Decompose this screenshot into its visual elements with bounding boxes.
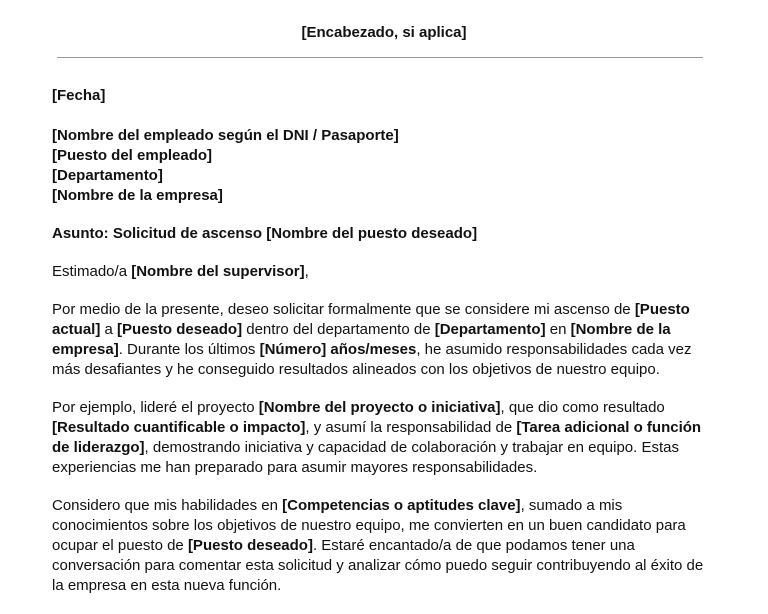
p1-text-5: . Durante los últimos [118, 341, 260, 358]
p1-desired-position: [Puesto deseado] [117, 321, 243, 338]
recipient-department: [Departamento] [52, 167, 163, 184]
p2-text-3: , y asumí la responsabilidad de [305, 419, 517, 436]
p1-text-6: , he asumido responsabilidades cada vez más desafiantes y he conseguido resultados alineados con los objetivos de nuestro equipo. [52, 341, 692, 378]
paragraph-1 [52, 300, 712, 380]
p1-current-position: [Puesto actual] [52, 301, 690, 338]
p2-task: [Tarea adicional o función de liderazgo] [52, 419, 702, 456]
p2-text-2: , que dio como resultado [500, 399, 665, 416]
p1-text-3: dentro del departamento de [242, 321, 435, 338]
document-header: [Encabezado, si aplica] [301, 24, 467, 41]
p1-company: [Nombre de la empresa] [52, 321, 671, 358]
paragraph-2 [52, 398, 712, 478]
p3-text-2: , sumado a mis conocimientos sobre los objetivos de nuestro equipo, me convierten en un buen candidato para ocupar el puesto de [52, 497, 686, 554]
p1-text-4: en [545, 321, 571, 338]
subject-line: Asunto: Solicitud de ascenso [Nombre del puesto deseado] [52, 225, 478, 242]
greeting-line [52, 262, 712, 282]
p2-text-4: , demostrando iniciativa y capacidad de colaboración y trabajar en equipo. Estas experiencias me han preparado para asumir mayores responsabilidades. [52, 439, 680, 476]
p2-result: [Resultado cuantificable o impacto] [52, 419, 306, 436]
p3-desired-position: [Puesto deseado] [187, 537, 313, 554]
p1-duration: [Número] años/meses [259, 341, 417, 358]
recipient-name: [Nombre del empleado según el DNI / Pasaporte] [52, 127, 399, 144]
p3-text-3: . Estaré encantado/a de que podamos tener una conversación para comentar esta solicitud y analizar cómo puedo seguir contribuyendo al éxito de la empresa en esta nueva función. [52, 537, 704, 594]
p2-project: [Nombre del proyecto o iniciativa] [258, 399, 501, 416]
recipient-block [52, 126, 712, 206]
header-divider [57, 57, 703, 58]
letter-body [52, 86, 712, 596]
greeting-text: Estimado/a [52, 263, 132, 280]
p3-text-1: Considero que mis habilidades en [52, 497, 283, 514]
paragraph-3 [52, 496, 712, 596]
p1-text-2: a [100, 321, 118, 338]
recipient-position: [Puesto del empleado] [52, 147, 213, 164]
p1-text-1: Por medio de la presente, deseo solicitar formalmente que se considere mi ascenso de [52, 301, 635, 318]
p2-text-1: Por ejemplo, lideré el proyecto [52, 399, 259, 416]
date-line: [Fecha] [52, 87, 106, 104]
recipient-company: [Nombre de la empresa] [52, 187, 223, 204]
supervisor-name: [Nombre del supervisor] [131, 263, 305, 280]
greeting-comma: , [304, 263, 309, 280]
p1-department: [Departamento] [434, 321, 546, 338]
p3-skills: [Competencias o aptitudes clave] [282, 497, 521, 514]
